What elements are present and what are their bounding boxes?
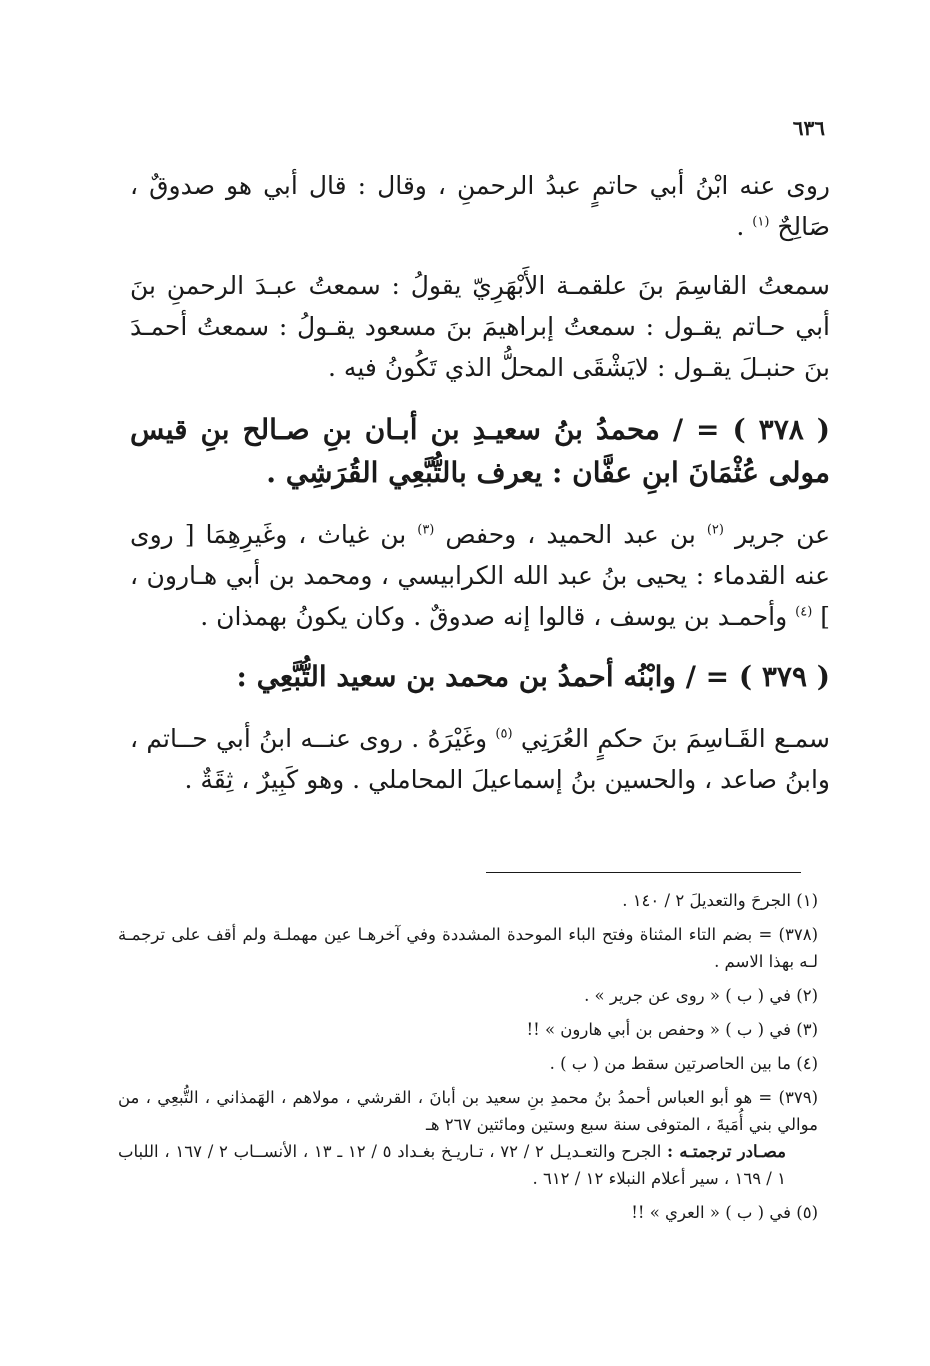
footnote-4: (٤) ما بين الحاصرتين سقط من ( ب ) . [549, 1054, 818, 1073]
main-text [130, 165, 830, 800]
footnote-5: (٥) في ( ب ) « العري » !! [631, 1203, 818, 1222]
footnote-ref-3: (٣) [417, 522, 435, 538]
footnote-divider [486, 872, 801, 873]
footnote-379: (٣٧٩) = هو أبو العباس أحمدُ بنُ محمدِ بنِ سعيد بن أبانَ ، القرشي ، مولاهم ، الهَمذاني ، التُّبعِي ، من موالي بني أُمَيةَ ، المتوفى سنة سبع وستين ومائتين ٢٦٧ هـ [118, 1088, 818, 1134]
paragraph-1-text: روى عنه ابْنُ أبي حاتمٍ عبدُ الرحمنِ ، وقال : قال أبي هو صدوقٌ ، صَالِحٌ [130, 171, 830, 241]
footnote-3: (٣) في ( ب ) « وحفص بن أبي هارون » !! [526, 1020, 818, 1039]
entry-378-text [130, 514, 830, 637]
footnote-378: (٣٧٨) = بضم التاء المثناة وفتح الباء الموحدة المشددة وفي آخرهـا عين مهملـة ولم أقف على ترجمـة لـه بهذا الاسم . [118, 925, 818, 971]
entry-379-text-1: سمـع القَـاسِمَ بنَ حكمٍ العُرَنِي [520, 724, 831, 753]
footnote-2: (٢) في ( ب ) « روى عن جرير » . [584, 986, 818, 1005]
paragraph-2: سمعتُ القاسِمَ بنَ علقمـة الأَبْهَرِيّ يقولُ : سمعتُ عبـدَ الرحمنِ بنَ أبي حـاتم يقـول : سمعتُ إبراهيمَ بنَ مسعود يقـولُ : سمعتُ أحمـدَ بنَ حنبـلَ يقـول : لايَشْقَى المحلُّ الذي تَكُونُ فيه . [130, 271, 830, 382]
page-number: ٦٣٦ [792, 116, 825, 140]
footnote-ref-4: (٤) [795, 604, 813, 620]
footnote-ref-5: (٥) [495, 726, 513, 742]
entry-378-text-3: بن غياث ، وغَيرِهِمَا [ روى عنه القدماء : يحيى بنُ عبد الله الكرابيسي ، ومحمد بن أبي هـارون ، ] [130, 520, 830, 631]
footnote-ref-1: (١) [752, 214, 770, 230]
entry-379-text-2: وغَيْرَهُ . روى عنــه ابنُ أبي حــاتم ، وابنُ صاعد ، والحسين بنُ إسماعيلَ المحاملي . وهو كَبِيرٌ ، ثِقَةٌ . [130, 724, 830, 794]
sources-label: مصـادر ترجمتـه : [667, 1142, 786, 1161]
paragraph-1 [130, 165, 830, 247]
footnotes [118, 887, 818, 1226]
entry-379-heading: ( ٣٧٩ ) = / وابْنُه أحمدُ بن محمد بن سعيد التُّبَّعِي : [236, 660, 830, 693]
entry-378-text-2: بن عبد الحميد ، وحفص [445, 520, 707, 549]
sources-list: الجرح والتعـديـل ٢ / ٧٢ ، تـاريـخ بغـداد ٥ / ١٢ ـ ١٣ ، الأنســاب ٢ / ١٦٧ ، اللباب ١ / ١٦٩ ، سير أعلام النبلاء ١٢ / ٦١٢ . [118, 1142, 786, 1188]
paragraph-1-end: . [736, 212, 753, 241]
footnote-379-sources [118, 1138, 818, 1192]
entry-379-text [130, 718, 830, 800]
footnote-1: (١) الجرحَ والتعديلَ ٢ / ١٤٠ . [622, 891, 818, 910]
entry-378-heading: ( ٣٧٨ ) = / محمدُ بنُ سعيـدِ بن أبـان بنِ صـالح بنِ قيس مولى عُثْمَانَ ابنِ عفَّان : يعرف بالتُّبَّعِي القُرَشِي . [130, 413, 831, 489]
entry-378-text-4: وأحمـد بن يوسف ، قالوا إنه صدوقٌ . وكان يكونُ بهمذان . [200, 602, 796, 631]
footnote-ref-2: (٢) [706, 522, 724, 538]
entry-378-text-1: عن جرير [735, 520, 831, 549]
